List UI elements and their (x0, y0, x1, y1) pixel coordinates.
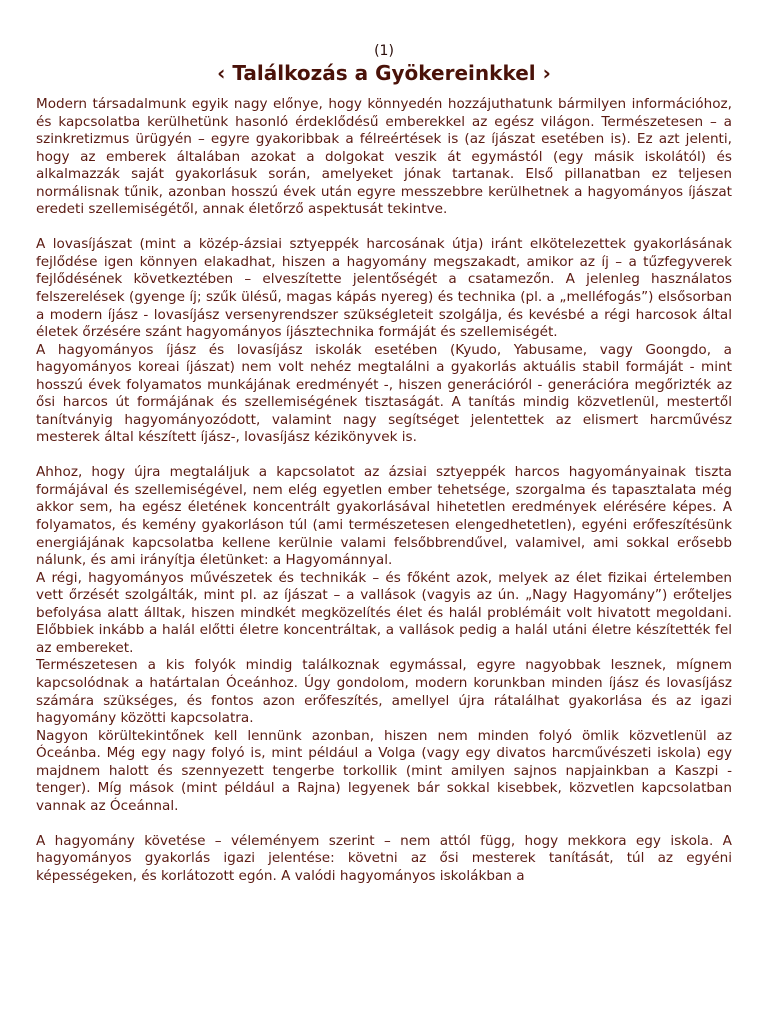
body-text (36, 96, 732, 885)
paragraph: A lovasíjászat (mint a közép-ázsiai sztyeppék harcosának útja) iránt elkötelezettek gyakorlásának fejlődése igen könnyen elakadhat, hiszen a hagyomány megszakadt, amikor az íj – a tűzfegyverek fejlődésének következtében – elveszítette jelentőségét a csatamezőn. A jelenleg használatos felszerelések (gyenge íj; szűk ülésű, magas kápás nyereg) és technika (pl. a „melléfogás”) elsősorban a modern íjász - lovasíjász versenyrendszer szükségleteit szolgálja, és kevésbé a régi harcosok által életek őrzésére szánt hagyományos íjásztechnika formáját és szellemiségét. (36, 236, 732, 341)
paragraph: Ahhoz, hogy újra megtaláljuk a kapcsolatot az ázsiai sztyeppék harcos hagyományainak tiszta formájával és szellemiségével, nem elég egyetlen ember tehetsége, szorgalma és tapasztalata még akkor sem, ha egész életének koncentrált gyakorlásával hihetetlen eredmények elérésére képes. A folyamatos, és kemény gyakorláson túl (ami természetesen elengedhetetlen), egyéni erőfeszítésünk energiájának kapcsolatba kellene kerülnie valami felsőbbrendűvel, valamivel, ami sokkal erősebb nálunk, és ami irányítja életünket: a Hagyománnyal. (36, 464, 732, 569)
document-title: ‹ Találkozás a Gyökereinkkel › (217, 61, 551, 85)
page-number: (1) (374, 43, 394, 59)
paragraph: A hagyományos íjász és lovasíjász iskolák esetében (Kyudo, Yabusame, vagy Goongdo, a hagyományos koreai íjászat) nem volt nehéz megtalálni a gyakorlás aktuális stabil formáját - mint hosszú évek folyamatos munkájának eredményét -, hiszen generációról - generációra megőrizték az ősi harcos út formájának és szellemiségének tisztaságát. A tanítás mindig közvetlenül, mestertől tanítványig hagyományozódott, valamint nagy segítséget jelentettek az elismert harcművész mesterek által készített íjász-, lovasíjász kézikönyvek is. (36, 341, 732, 446)
document-page (36, 42, 732, 885)
paragraph: A régi, hagyományos művészetek és technikák – és főként azok, melyek az élet fizikai értelemben vett őrzését szolgálták, mint pl. az íjászat – a vallások (vagyis az ún. „Nagy Hagyomány”) erőteljes befolyása alatt álltak, hiszen mindkét megközelítés élet és halál problémáit volt hivatott megoldani. Előbbiek inkább a halál előtti életre koncentráltak, a vallások pedig a halál utáni életre készítették fel az embereket. (36, 569, 732, 656)
paragraph: Nagyon körültekintőnek kell lennünk azonban, hiszen nem minden folyó ömlik közvetlenül az Óceánba. Még egy nagy folyó is, mint például a Volga (vagy egy divatos harcművészeti iskola) egy majdnem halott és szennyezett tengerbe torkollik (mint amilyen sajnos napjainkban a Kaszpi - tenger). Míg mások (mint például a Rajna) legyenek bár sokkal kisebbek, közvetlen kapcsolatban vannak az Óceánnal. (36, 727, 732, 814)
paragraph: A hagyomány követése – véleményem szerint – nem attól függ, hogy mekkora egy iskola. A hagyományos gyakorlás igazi jelentése: követni az ősi mesterek tanítását, túl az egyéni képességeken, és korlátozott egón. A valódi hagyományos iskolákban a (36, 832, 732, 884)
paragraph: Természetesen a kis folyók mindig találkoznak egymással, egyre nagyobbak lesznek, mígnem kapcsolódnak a határtalan Óceánhoz. Úgy gondolom, modern korunkban minden íjász és lovasíjász számára szükséges, és fontos azon erőfeszítés, amellyel újra rátalálhat gyakorlása és az igazi hagyomány közötti kapcsolatra. (36, 657, 732, 727)
paragraph: Modern társadalmunk egyik nagy előnye, hogy könnyedén hozzájuthatunk bármilyen információhoz, és kapcsolatba kerülhetünk hasonló érdeklődésű emberekkel az egész világon. Természetesen – a szinkretizmus ürügyén – egyre gyakoribbak a félreértések is (az íjászat esetében is). Ez azt jelenti, hogy az emberek általában azokat a dolgokat veszik át egymástól (egy másik iskolától) és alkalmazzák saját gyakorlásuk során, amelyeket jónak tartanak. Első pillanatban ez teljesen normálisnak tűnik, azonban hosszú évek után egyre messzebbre kerülhetnek a hagyományos íjászat eredeti szellemiségétől, annak életőrző aspektusát tekintve. (36, 96, 732, 218)
